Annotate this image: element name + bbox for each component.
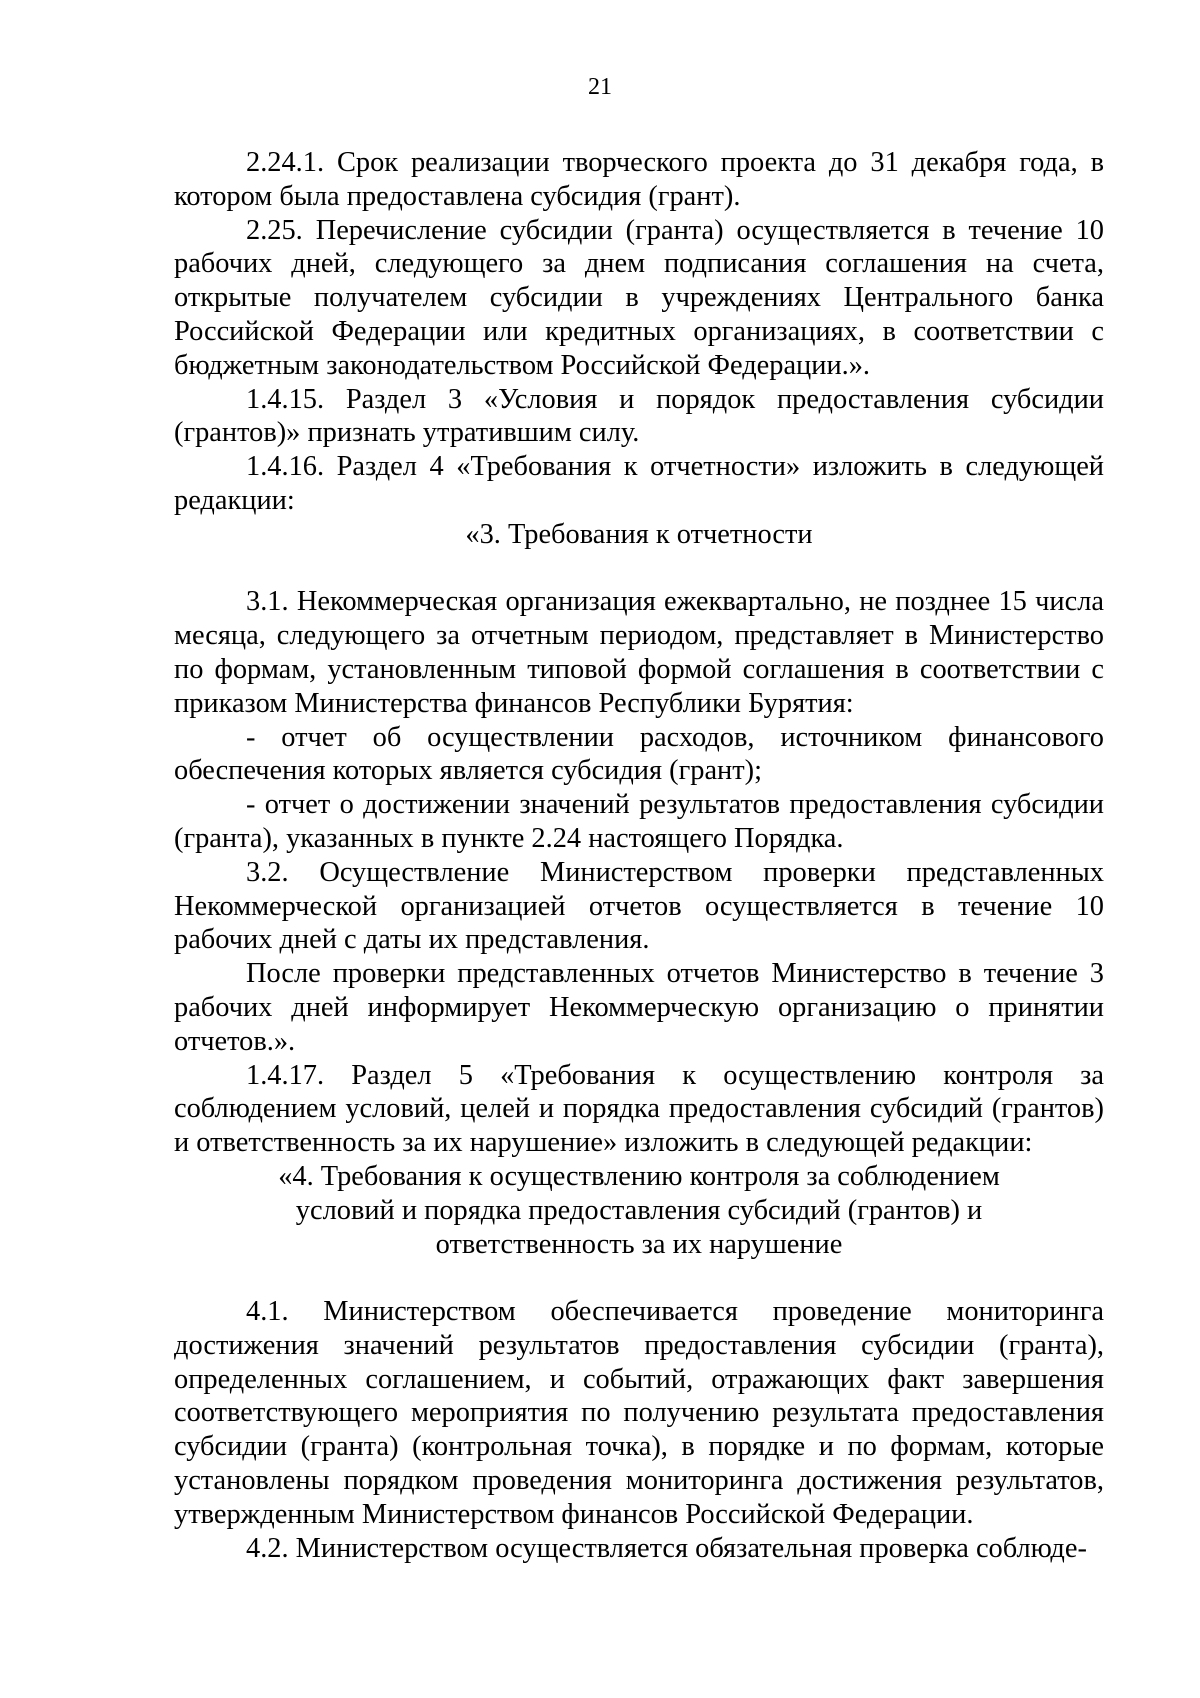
paragraph-4-2: 4.2. Министерством осуществляется обязательная проверка соблюде- — [246, 1532, 1087, 1564]
paragraph-3-1: 3.1. Некоммерческая организация ежеквартально, не позднее 15 числа месяца, следующего за отчетным периодом, представляет в Министерство по формам, установленным типовой формой соглашения в соответствии с приказом Министерства финансов Республики Бурятия: — [174, 586, 1104, 719]
document-body — [174, 146, 1104, 1565]
paragraph-1-4-17: 1.4.17. Раздел 5 «Требования к осуществлению контроля за соблюдением условий, целей и порядка предоставления субсидий (грантов) и ответственность за их нарушение» изложить в следующей редакции: — [174, 1059, 1104, 1159]
section-4-heading-line: «4. Требования к осуществлению контроля за соблюдением — [278, 1160, 1000, 1192]
paragraph-2-24-1: 2.24.1. Срок реализации творческого проекта до 31 декабря года, в котором была предоставлена субсидия (грант). — [174, 147, 1104, 212]
paragraph-3-2: 3.2. Осуществление Министерством проверки представленных Некоммерческой организацией отчетов осуществляется в течение 10 рабочих дней с даты их представления. — [174, 856, 1104, 956]
paragraph-2-25: 2.25. Перечисление субсидии (гранта) осуществляется в течение 10 рабочих дней, следующего за днем подписания соглашения на счета, открытые получателем субсидии в учреждениях Центрального банка Российской Федерации или кредитных организациях, в соответствии с бюджетным законодательством Российской Федерации.». — [174, 214, 1104, 381]
paragraph-4-1: 4.1. Министерством обеспечивается проведение мониторинга достижения значений результатов предоставления субсидии (гранта), определенных соглашением, и событий, отражающих факт завершения соответствующего мероприятия по получению результата предоставления субсидии (гранта) (контрольная точка), в порядке и по формам, которые установлены порядком проведения мониторинга достижения результатов, утвержденным Министерством финансов Российской Федерации. — [174, 1296, 1104, 1530]
paragraph-1-4-16: 1.4.16. Раздел 4 «Требования к отчетности» изложить в следующей редакции: — [174, 451, 1104, 516]
list-item-expenses-report: - отчет об осуществлении расходов, источником финансового обеспечения которых является субсидия (грант); — [174, 721, 1104, 787]
section-4-heading-line: ответственность за их нарушение — [435, 1228, 843, 1260]
paragraph-1-4-15: 1.4.15. Раздел 3 «Условия и порядок предоставления субсидии (грантов)» признать утратившим силу. — [174, 383, 1104, 449]
section-4-heading — [174, 1160, 1104, 1261]
page-number: 21 — [588, 74, 612, 100]
paragraph-after-check: После проверки представленных отчетов Министерство в течение 3 рабочих дней информирует Некоммерческую организацию о принятии отчетов.». — [174, 958, 1104, 1057]
section-3-heading: «3. Требования к отчетности — [465, 518, 813, 550]
section-4-heading-line: условий и порядка предоставления субсидий (грантов) и — [295, 1194, 983, 1226]
list-item-results-report: - отчет о достижении значений результатов предоставления субсидии (гранта), указанных в пункте 2.24 настоящего Порядка. — [174, 789, 1104, 854]
